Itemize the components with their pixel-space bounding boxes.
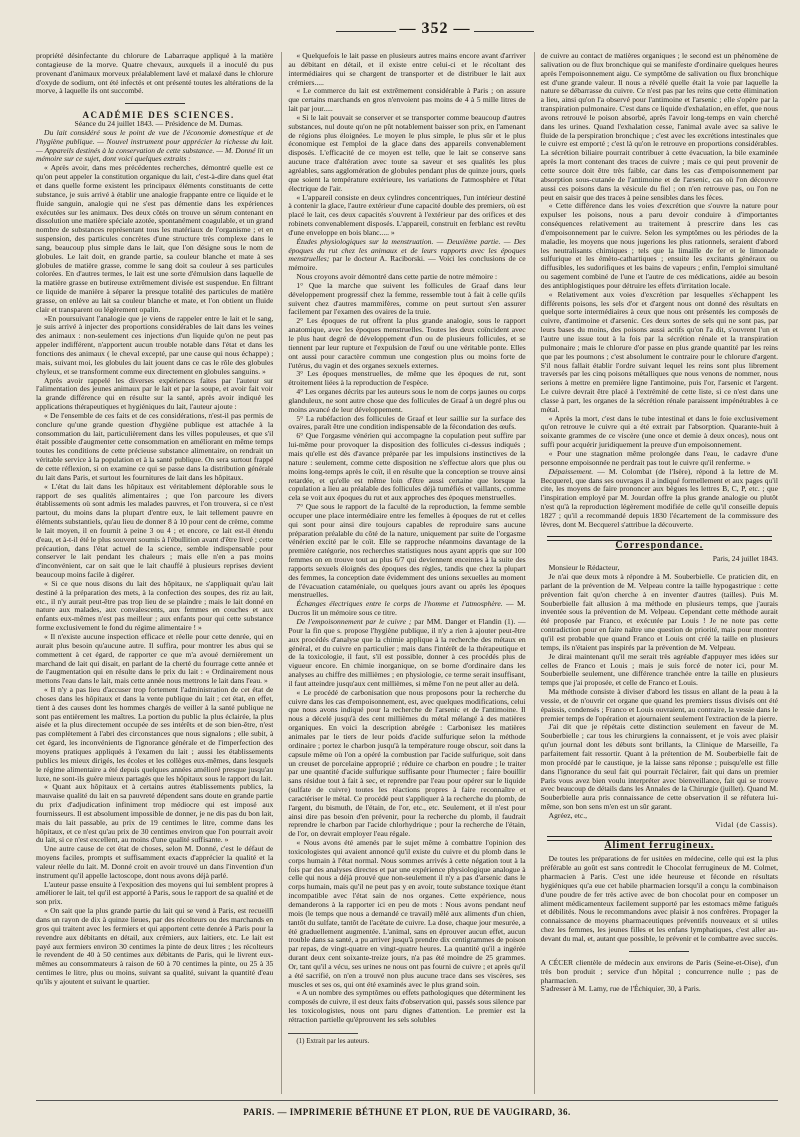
article-paragraph: 5° La rubéfaction des follicules de Graaf et leur saillie sur la surface des ovaires, paraît être une condition indispensable de la fécondation des œufs. xyxy=(288,413,526,432)
footnote: (1) Extrait par les auteurs. xyxy=(296,1036,370,1045)
article-paragraph: Du lait considéré sous le point de vue de l'économie domestique et de l'hygiène publique. — Nouvel instrument pour apprécier la richesse du lait. — Appareils destinés à la conservation de cette substance. — M. Donné lit un mémoire sur ce sujet, dont voici quelques extraits : xyxy=(36,127,274,164)
article-text: par le docteur A. Raciborski. — Voici les conclusions de ce mémoire. xyxy=(288,254,526,273)
correspondance-banner xyxy=(541,536,778,552)
section-title-academie: ACADÉMIE DES SCIENCES. xyxy=(82,110,235,121)
column-3 xyxy=(534,52,778,1094)
article-paragraph: 2° Les époques de rut offrent la plus grande analogie, sous le rapport anatomique, avec les époques menstruelles. Toutes les deux coïncident avec le plus haut degré de développement d'un ou de plusieurs follicules, et se tiennent par leur rupture et l'expulsion de l'œuf ou une véritable ponte. Elles ont aussi pour caractère commun une congestion plus ou moins forte de l'utérus, du vagin et des organes sexuels externes. xyxy=(288,316,526,370)
article-paragraph: De toutes les préparations de fer usitées en médecine, celle qui est la plus préférable au goût est sans contredit le Chocolat ferrugineux de M. Colmet, pharmacien à Paris. C'est une idée heureuse et féconde en résultats hygiéniques qu'a eue cet habile pharmacien lorsqu'il a conçu la combinaison d'une poudre de fer très active avec de bon chocolat pour en composer un aliment médicamenteux facilement supporté par les estomacs même fatigués et débilités. Nous le recommandons avec plaisir à nos confrères. Propager la connaissance de moyens pharmaceutiques préventifs nouveaux et si utiles chez les femmes, les jeunes filles et les enfans lymphatiques, c'est aller au-devant du mal, et, autant que possible, le prévenir et le combattre avec succès. xyxy=(540,854,778,943)
article-subtitle: — Des époques du rut chez les animaux et de leurs rapports avec les époques menstruelles; xyxy=(288,236,526,264)
article-paragraph: 7° Que sous le rapport de la faculté de la reproduction, la femme semble occuper une place intermédiaire entre les femelles à époques de rut et celles qui sont pour ainsi dire toujours capables de reproduire sans aucune préparation préalable du côté de la nature, uniquement par suite de l'orgasme vénérien excité par le coït. Elle se rapproche néanmoins davantage de la première catégorie, nos recherches statistiques nous ayant appris que sur 100 femmes on en trouve tout au plus 6/7 qui deviennent enceintes à la suite des rapports sexuels éloignés des époques des règles, tandis que chez la plupart des femmes, la conception date évidemment des unions sexuelles au moment de l'évacuation cataméniale, ou quelques jours avant ou après les époques menstruelles. xyxy=(288,502,526,600)
article-paragraph: de cuivre au contact de matières organiques ; le second est un phénomène de salivation ou de flux bronchique qui se manifeste d'ordinaire quelques heures après l'empoisonnement aigu. Ce symptôme de salivation ou flux bronchique est d'une grande valeur. Il nous a révélé quelle était la voie par laquelle la nature se débarrasse du cuivre. Ce n'est pas par les reins que cette élimination a lieu, ainsi qu'on l'a observé pour l'antimoine et l'arsenic ; elle s'opère par la transpiration pulmonaire. C'est dans ce liquide d'exhalation, en effet, que nous avons retrouvé le poison absorbé, après l'avoir long-temps en vain cherché dans les urines. Quand l'exhalation cesse, l'animal avale avec sa salive le fluide de la perspiration bronchique ; c'est avec les excrétions intestinales que le cuivre est emporté ; c'est là qu'on le retrouve en proportions considérables. La sécrétion biliaire pourrait contribuer à cette évacuation, la bile examinée après la mort contenant des traces de cuivre ; mais ce qui peut provenir de cette source doit être très faible, car dans les cas d'empoisonnement par absorption sous-cutanée de l'antimoine et de l'arsenic, cas où l'on découvre aussi ces poisons dans la vésicule du fiel ; on n'en retrouve pas, ou l'on ne peut en saisir que des traces à peine sensibles dans les fèces. xyxy=(540,52,778,202)
article-paragraph: « De l'ensemble de ces faits et de ces considérations, n'est-il pas permis de conclure qu'une grande question d'hygiène publique est attachée à la consommation du lait, particulièrement dans les villes populeuses, et que s'il était possible d'augmenter cette consommation en améliorant en même temps toutes les conditions de cette précieuse substance alimentaire, on rendrait un véritable service à la population et à la santé publique. On sera surtout frappé de cette réflexion, si on examine ce qui se passe dans la distribution générale du lait dans Paris, et surtout les fournitures de lait dans les hôpitaux. xyxy=(36,410,274,482)
aliment-banner xyxy=(541,836,778,852)
article-title: De l'empoisonnement par le cuivre ; xyxy=(296,617,412,626)
columns xyxy=(36,52,778,1094)
article-paragraph: 1° Que la marche que suivent les follicules de Graaf dans leur développement progressif chez la femme, ressemble tout à fait à celle qu'ils suivent chez d'autres mammifères, comme on peut surtout s'en assurer facilement par l'examen des ovaires de la truie. xyxy=(288,280,526,317)
article-paragraph: « Quelquefois le lait passe en plusieurs autres mains encore avant d'arriver au débitant en détail, et il existe entre celui-ci et le récoltant des intermédiaires qui se chargent de transporter et de distribuer le lait aux crémiers..... xyxy=(288,52,526,87)
article-paragraph xyxy=(288,618,525,689)
article-paragraph: « L'appareil consiste en deux cylindres concentriques, l'un intérieur destiné à contenir la glace, l'autre extérieur d'une capacité double des premiers, où est placé le lait, ces deux capacités s'ouvrent à l'extérieur par des orifices et des robinets convenablement disposés. L'appareil, construit en ferblanc est revêtu d'une enveloppe en bois blanc..... » xyxy=(288,192,526,237)
article-title: Dépaissement. xyxy=(548,466,594,476)
article-paragraph: 3° Les époques menstruelles, de même que les époques de rut, sont étroitement liées à la reproduction de l'espèce. xyxy=(288,369,526,388)
article-paragraph: Nous croyons avoir démontré dans cette partie de notre mémoire : xyxy=(296,272,498,282)
article-text: — M. Colombat (de l'Isère), répond à la lettre de M. Becquerel, que dans ses ouvrages il a indiqué formellement et aux pages qu'il cite, les moyens de faire prononcer aux bègues les lettres B, C, P, etc. ; que l'inspiration employé par M. Jourdan offre la plus grande analogie ou plutôt n'est qu'à la reproduction légèrement modifiée de celle qu'il conseille depuis 1827 ; qu'il a recommandé depuis 1830 l'écartement de la commissure des lèvres, dont M. Becquerel s'attribue la découverte. xyxy=(540,466,778,529)
printer-imprint: PARIS. — IMPRIMERIE BÉTHUNE ET PLON, RUE DE VAUGIRARD, 36. xyxy=(36,1100,778,1117)
section-divider xyxy=(125,103,185,104)
article-text: par MM. Danger et Flandin (1). — Pour la fin que s. propose l'hygiène publique, il n'y a rien à ajouter peut-être aux procédés d'analyse que la chimie applique à la recherche des métaux en général, et du cuivre en particulier ; mais dans l'intérêt de la thérapeutique et de la toxicologie, il faut, s'il est possible, donner à ces procédés plus de vigueur encore. En chimie inorganique, on se borne d'ordinaire dans les analyses au chiffre des millièmes ; en physiologie, ce terme serait insuffisant, il faut atteindre jusqu'aux cent millièmes, si même l'on ne peut aller au delà. xyxy=(288,617,526,688)
letter-salutation: Monsieur le Rédacteur, xyxy=(548,563,620,573)
article-paragraph: « Après avoir, dans mes précédentes recherches, démontré quelle est ce qu'on peut appeler la constitution organique du lait, c'est-à-dire dans quel état et dans quelle forme existent les principaux éléments constituants de cette substance, je suis arrivé à établir une analogie frappante entre ce liquide et le fluide sanguin, analogie qui ne s'est pas démentie dans les expériences exécutées sur les animaux. Des deux côtés on trouve un sérum contenant en dissolution une matière spéciale azotée, spontanément coagulable, et un grand nombre de substances représentant tous les matériaux de l'organisme ; et en suspension, des particules concrètes d'une structure très complexe dans le sang, beaucoup plus simple dans le lait, que l'on désigne sous le nom de globules. Le lait doit, en grande partie, sa couleur blanche et mate à ses globules de matière grasse, comme le sang doit sa couleur à ses particules colorées. En d'autres termes, le lait est une sorte d'émulsion dans laquelle de la matière grasse en butireuse extrêmement divisée est suspendue. En filtrant ce liquide de manière à séparer la presque totalité des particules de matière grasse, on enlève au lait sa couleur blanche et mate, et l'on obtient un fluide clair et transparent ou légèrement opalin. xyxy=(36,163,274,314)
article-paragraph: « Le commerce du lait est extrêmement considérable à Paris ; on assure que certains marchands en gros n'envoient pas moins de 4 à 5 mille litres de lait par jour..... xyxy=(288,86,526,114)
page-header xyxy=(36,20,778,44)
article-paragraph xyxy=(541,468,778,530)
article-paragraph: « On sait que la plus grande partie du lait qui se vend à Paris, est recueillî dans un rayon de dix à quinze lieues, par des récolteurs ou des marchands en gros qui traitent avec les fermiers et qui apportent cette denrée à Paris pour la revendre aux débitants en détail, aux crémiers, aux laitiers, etc. Le lait est payé aux fermiers environ 30 centimes la pinte de deux litres ; les récolteurs le revendent de 40 à 50 centimes aux débitants de Paris, qui le livrent eux-mêmes au consommateurs à raison de 60 à 70 centimes la pinte, ou 25 à 35 centimes le litre, plus ou moins, suivant sa qualité, suivant la quantité d'eau qu'ils y ajoutent et suivant le quartier. xyxy=(36,906,274,986)
article-paragraph: « Quant aux hôpitaux et à certains autres établissements publics, la mauvaise qualité du lait en sa pauvreté dépendent sans doute en grande partie du prix d'adjudication infiniment trop médiocre qui est imposé aux fournisseurs. Il est absolument impossible de donner, je ne dis pas du bon lait, mais du lait passable, au prix de 19 centimes le litre, comme dans les hôpitaux, et ce n'est qu'au prix de 30 centimes environ que l'on pourrait avoir du lait, si ce n'est excellent, au moins d'une qualité suffisante. » xyxy=(36,782,274,845)
article-paragraph: L'auteur passe ensuite à l'exposition des moyens qui lui semblent propres à améliorer le lait, tel qu'il est apporté à Paris, sous le rapport de sa qualité et de son prix. xyxy=(36,879,274,907)
article-text: — M. Ducros lit un mémoire sous ce titre. xyxy=(288,599,526,618)
article-paragraph: « A un nombre des symptômes ou effets pathologiques que déterminent les composés de cuivre, il est deux faits d'observation qui, passés sous silence par les toxicologistes, nous ont paru dignes d'attention. Le premier est la rétraction partielle qu'éprouvent les sels solubles xyxy=(288,988,526,1024)
page-number: — 352 — xyxy=(399,20,471,37)
article-paragraph: « Il n'existe aucune inspection efficace et réelle pour cette denrée, qui en aurait plus besoin qu'aucune autre. Il suffira, pour montrer les abus qui se commettent à cet égard, de rapporter ce que m'a avoué dernièrement un marchand de lait qui disait, en parlant de la cherté du fourrage cette année et de l'augmentation qui en résulte dans le prix du lait : « Ordinairement nous mettons l'eau dans le lait, mais cette année nous mettrons le lait dans l'eau. » xyxy=(36,632,274,686)
article-paragraph xyxy=(288,600,525,618)
ad-text: A CÉCER clientèle de médecin aux environs de Paris (Seine-et-Oise), d'un très bon produit ; service d'un hôpital ; concurrence nulle ; pas de pharmacien. xyxy=(540,957,778,985)
article-paragraph: 4° Les organes décrits par les auteurs sous le nom de corps jaunes ou corps glanduleux, ne sont autre chose que des follicules de Graaf à un degré plus ou moins avancé de leur développement. xyxy=(288,387,526,414)
article-title: Échanges électriques entre le corps de l'homme et l'atmosphère. xyxy=(296,599,503,609)
article-paragraph: Après avoir rappelé les diverses expériences faites par l'auteur sur l'alimentation des jeunes animaux par le lait et par la soupe, et avoir fait voir la grande différence qui en résulte sur la santé, après avoir indiqué les applications thérapeutiques et hygiéniques du lait, l'auteur ajoute : xyxy=(36,375,274,412)
column-2 xyxy=(281,52,525,1094)
article-paragraph: Une autre cause de cet état de choses, selon M. Donné, c'est le défaut de moyens faciles, prompts et suffisamment exacts d'apprécier la qualité et la valeur réelle du lait. M. Donné croit en avoir trouvé un dans l'invention d'un instrument qu'il appelle lactoscope, dont nous avons déjà parlé. xyxy=(36,844,274,880)
column-1 xyxy=(36,52,273,1094)
letter-signature: Vidal (de Cassis). xyxy=(715,819,778,829)
classified-ad xyxy=(541,959,778,994)
article-paragraph: « Si ce que nous disons du lait des hôpitaux, ne s'appliquait qu'au lait destiné à la préparation des mets, à la confection des soupes, des riz au lait, etc., il n'y aurait peut-être pas trop lieu de se plaindre ; mais le lait donné en nature aux malades, aux convalescents, aux femmes en couches et aux enfants eux-mêmes n'est pas meilleur ; aux enfants pour qui cette substance forme exclusivement le fond du régime alimentaire ! » xyxy=(36,578,274,633)
article-paragraph: « L'état du lait dans les hôpitaux est véritablement déplorable sous le rapport de ses qualités alimentaires ; que l'on parcoure les divers établissements où sont admis les malades pauvres, et l'on trouvera, si ce n'est partout, du moins dans la plupart d'entre eux, le lait tellement pauvre en éléments substantiels, qu'au lieu de donner 8 à 10 pour cent de crème, comme le lait moyen, il en fournit à peine 3 ou 4 ; et encore, ce lait est-il étendu d'eau, et à-t-il été le plus souvent soumis à l'ébullition avant d'être livré ; cette précaution, dans l'état actuel de la science, semble indispensable pour conserver le lait pendant les chaleurs ; mais elle n'en a pas moins d'inconvénient, car on sait que le lait chauffé à plusieurs reprises devient beaucoup moins facile à digérer. xyxy=(36,481,274,580)
article-paragraph xyxy=(288,238,525,273)
footnote-rule xyxy=(288,1033,358,1034)
article-paragraph: « Il n'y a pas lieu d'accuser trop fortement l'administration de cet état de choses dans les hôpitaux et dans la vente publique du lait ; cet état, en effet, tient à des causes dont les hommes chargés de veiller à la santé publique ne sont pas entièrement les maîtres. La portion du public la plus éclairée, la plus aisée et la plus directement occupée de ses intérêts et de son bien-être, n'est pas complètement à l'abri des circonstances que nous signalons ; elle subit, à cet égard, les inconvénients de l'ignorance générale et de l'imperfection des moyens pratiques appliqués à l'examen du lait ; aussi les établissements publics les mieux dirigés, les écoles et les collèges eux-mêmes, dans lesquels le régime alimentaire a été depuis quelques années amélioré presque jusqu'au luxe, ne sont-ils guère mieux partagés que les hôpitaux sous le rapport du lait. xyxy=(36,685,274,783)
section-divider xyxy=(629,951,689,952)
article-paragraph: « Après la mort, c'est dans le tube intestinal et dans le foie exclusivement qu'on retrouve le cuivre qui a été extrait par l'absorption. Quarante-huit à soixante grammes de ce viscère (une once et demie à deux onces), nous ont suffi pour acquérir juridiquement la preuve d'un empoisonnement. xyxy=(540,413,778,450)
article-paragraph: « Cette différence dans les voies d'excrétion que s'ouvre la nature pour expulser les poisons, nous a paru devoir conduire à d'importantes conséquences relativement au traitement à prescrire dans les cas d'empoisonnement par le cuivre. Selon les symptômes ou les périodes de la maladie, les moyens que nous jugerions les plus rationnels, seraient d'abord les neutralisants chimiques ; tels que la limaille de fer et le limonade sulfurique et les émèto-cathartiques ; ensuite les excitants généraux ou diffusibles, les sudorifiques et les bains de vapeurs ; enfin, l'emploi simultané ou sagement combiné de l'une et l'autre de ces médications, aidée au besoin des antiphlogistiques pour détruire les effets d'irritation locale. xyxy=(540,201,778,290)
article-paragraph: 6° Que l'orgasme vénérien qui accompagne la copulation peut suffire par lui-même pour provoquer la disposition des follicules ci-dessus indiqués ; mais qu'elle est dès d'avance préparée par les impulsions instinctives de la nature : seulement, comme cette disposition ne s'effectue alors que plus ou moins long-temps après le coït, il en résulte que la conception se trouve ainsi retardée, et qu'elle est même loin d'être aussi certaine que lorsque la copulation a lieu au préalable des follicules déjà tuméfiés et vaillants, comme cela se voit aux époques du rut et aux approches des époques menstruelles. xyxy=(288,431,526,503)
session-line: Séance du 24 juillet 1843. — Présidence de M. Dumas. xyxy=(74,119,243,129)
article-paragraph: »En poursuivant l'analogie que je viens de rappeler entre le lait et le sang, je suis arrivé à injecter des proportions considérables de lait dans les veines des animaux : non-seulement ces injections d'un liquide qu'on ne peut pas appeler indifférent, n'apportent aucun trouble notable dans l'état et dans les fonctions des animaux ( le cheval excepté, par une cause qui nous échappe) ; mais, suivant moi, les globules du lait jouent dans ce cas le rôle des globules chyleux, et se transforment comme eux directement en globules sanguins. » xyxy=(36,313,274,376)
letter-paragraph: Je dirai maintenant qu'il me serait très agréable d'appuyer mes idées sur celles de Franco et Louis ; mais je suis forcé de noter ici, pour M. Souberbielle seulement, une différence tranchée entre la taille en plusieurs temps que j'ai proposée, et celle de Franco et Louis. xyxy=(540,651,778,688)
article-paragraph: « Le procédé de carbonisation que nous proposons pour la recherche du cuivre dans les cas d'empoisonnement, est, avec quelques modifications, celui que nous avons indiqué pour la recherche de l'arsenic et de l'antimoine. Il nous a décelé jusqu'à des cent millièmes du métal mélangé à des matières organiques. En voici la description abrégée : Carbonisez les matières animales par le tiers de leur poids d'acide sulfurique selon la méthode ordinaire ; portez le charbon jusqu'à la température rouge obscur, soit dans la capsule même où l'on a opéré la combustion par l'acide sulfurique, soit dans un creuset de porcelaine approprié ; réduire ce charbon en poudre ; le traiter par une quantité d'acide sulfurique suffisante pour l'humecter ; faire bouillir sans résidue tout à fait à sec, et reprendre par l'eau pour opérer sur le liquide (sulfate de cuivre) toutes les réactions propres à faire reconnaître et caractériser le métal. Ce procédé peut s'appliquer à la recherche du plomb, de l'argent, du bismuth, de l'étain, de l'or, etc., etc. Seulement, et il n'est pour ainsi dire pas besoin d'en prévenir, pour la recherche du plomb, il faudrait reprendre le charbon par l'acide chlorhydrique ; pour la recherche de l'étain, de l'or, on devrait employer l'eau régale. xyxy=(288,687,526,839)
correspondance-title: Correspondance. xyxy=(615,539,704,551)
article-paragraph: « Nous avons été amenés par le sujet même à combattre l'opinion des toxicologistes qui avaient annoncé qu'il existe du cuivre et du plomb dans le corps humain à l'état normal. Nous sommes arrivés à cette négation tout à la fois par des analyses directes et par une expérience physiologique analogue à celle qui nous a déjà prouvé que non-seulement il n'y a pas d'arsenic dans le corps humain, mais qu'il ne peut pas y en avoir, toute substance toxique étant incompatible avec l'état sain de nos organes. Cette expérience, nous demanderons à la rapporter ici en peu de mots : Nous avons pendant neuf mois (le temps que nous a demandé ce travail) mêlé aux aliments d'un chien, tantôt du sulfate, tantôt de l'acétate de cuivre. La dose, chaque jour mesurée, a été graduellement augmentée. L'animal, sans en éprouver aucun effet, aucun trouble dans sa santé, a pu arriver jusqu'à prendre dix centigrammes de poison par repas, de vingt-quatre en vingt-quatre heures. La quantité qu'il a ingérée durant deux cent soixante-treize jours, n'a pas été moindre de 25 grammes. Or, tant qu'il a vécu, ses urines ne nous ont pas fourni de cuivre ; et après qu'il a été sacrifié, on n'en a trouvé non plus aucune trace dans ses viscères, ses muscles et ses os, qui ont été examinés avec le plus grand soin. xyxy=(288,838,526,989)
article-paragraph: « Relativement aux voies d'excrétion par lesquelles s'échappent les différents poisons, les sels d'or et d'argent nous ont donné des résultats en quelque sorte intermédiaires à ceux que nous ont présentés les composés de cuivre, d'antimoine et d'arsenic. Ces deux sortes de sels qui ne sont pas, par leurs bases du moins, des poisons aussi actifs qu'on l'a dit, s'ouvrent l'un et l'autre une issue tout à la fois par la sécrétion rénale et la transpiration pulmonaire ; mais le chlorure d'or passe en plus grande quantité par les reins que par les poumons ; c'est absolument le contraire pour le chlorure d'argent. S'il nous fallait établir l'ordre suivant lequel les reins sont plus librement traversés par les cinq poisons métalliques que nous venons de nommer, nous serions à mettre en première ligne l'antimoine, puis l'or, l'arsenic et l'argent. Le cuivre devrait être placé à l'extrémité de cette liste, si ce n'est dans une classe à part, les organes de la sécrétion rénale paraissent impénétrables à ce métal. xyxy=(540,289,778,414)
intro-paragraph: propriété désinfectante du chlorure de Labarraque appliqué à la matière contagieuse de la morve. Quatre chevaux, auxquels il a inoculé du pus provenant d'animaux morveux préalablement lavé et malaxé dans le chlorure d'oxyde de sodium, ont été infectés et ont présenté toutes les altérations de la morve, à laquelle ils ont succombé. xyxy=(36,52,274,96)
letter-date: Paris, 24 juillet 1843. xyxy=(712,554,778,564)
header-rule-left xyxy=(336,31,396,32)
aliment-title: Aliment ferrugineux. xyxy=(604,839,715,851)
article-paragraph: « Si le lait pouvait se conserver et se transporter comme beaucoup d'autres substances, nul doute qu'on ne pût notablement baisser son prix, en l'amenant de régions plus éloignées. Le moyen le plus simple, le plus sûr et le plus économique est l'emploi de la glace dans des appareils convenablement disposés. L'efficacité de ce moyen est telle, que le lait se conserve sans aucune trace d'altération avec toute sa saveur et ses qualités les plus agréables, sans agglomération de globules pendant plus de quinze jours, quels que soient la température extérieure, les variations de l'atmosphère et l'état électrique de l'air. xyxy=(288,112,526,193)
article-paragraph: « Pour une stagnation même prolongée dans l'eau, le cadavre d'une personne empoisonnée ne perdrait pas tout le cuivre qu'il renferme. » xyxy=(540,448,778,467)
letter-paragraph: Ma méthode consiste à diviser d'abord les tissus en allant de la peau à la vessie, et de n'ouvrir cet organe que quand les premiers tissus divisés ont été épaissis, condensés ; Franco et Louis ouvraient, au contraire, la vessie dans le premier temps de l'opération et ajournaient seulement l'extraction de la pierre. xyxy=(540,687,778,723)
ad-contact: S'adresser à M. Lamy, rue de l'Échiquier, 30, à Paris. xyxy=(540,984,701,994)
header-rule-right xyxy=(474,31,534,32)
letter-paragraph: Je n'ai que deux mots à répondre à M. Souberbielle. Ce praticien dit, en parlant de la prévention de M. Velpeau contre la taille hypogastrique : cette prévention fait qu'on cherche à en inventer d'autres (tailles). Puis M. Souberbielle fait allusion à ma méthode en plusieurs temps, que j'aurais inventée sous la prévention de M. Velpeau. Cependant cette méthode aurait été proposée par Franco, et exécutée par Louis ! Je ne note pas cette contradiction pour en faire naître une question de priorité, mais pour montrer qu'il est probable que quand Franco et Louis ont créé la taille en plusieurs temps, ils n'étaient pas inspirés par la prévention de M. Velpeau. xyxy=(540,572,778,652)
letter-closing: Agréez, etc., xyxy=(548,810,588,820)
letter-paragraph: J'ai dit que je répétais cette distinction seulement en faveur de M. Souberbielle ; car tous les chirurgiens la connaissent, et je vois avec plaisir qu'un journal dont les débuts sont brillants, la Clinique de Marseille, l'a parfaitement fait ressortir. Quant à la prétention de M. Souberbielle fait de mon procédé par le caustique, je la laisse sans réponse ; puisqu'elle est fille dans l'ignorance du seul fait qui pourrait l'éclairer, fait qui dans un premier Paris vous avez bien voulu interpréter avec bienveillance, fait qui se trouve avec beaucoup de détails dans les Annales de la Chirurgie (juillet). Quand M. Souberbielle aura pris connaissance de cette observation il se réfutera lui-même, son bon sens m'en est un sûr garant. xyxy=(540,722,778,812)
article-title: Études physiologiques sur la menstruation. — Deuxième partie. xyxy=(296,236,501,246)
